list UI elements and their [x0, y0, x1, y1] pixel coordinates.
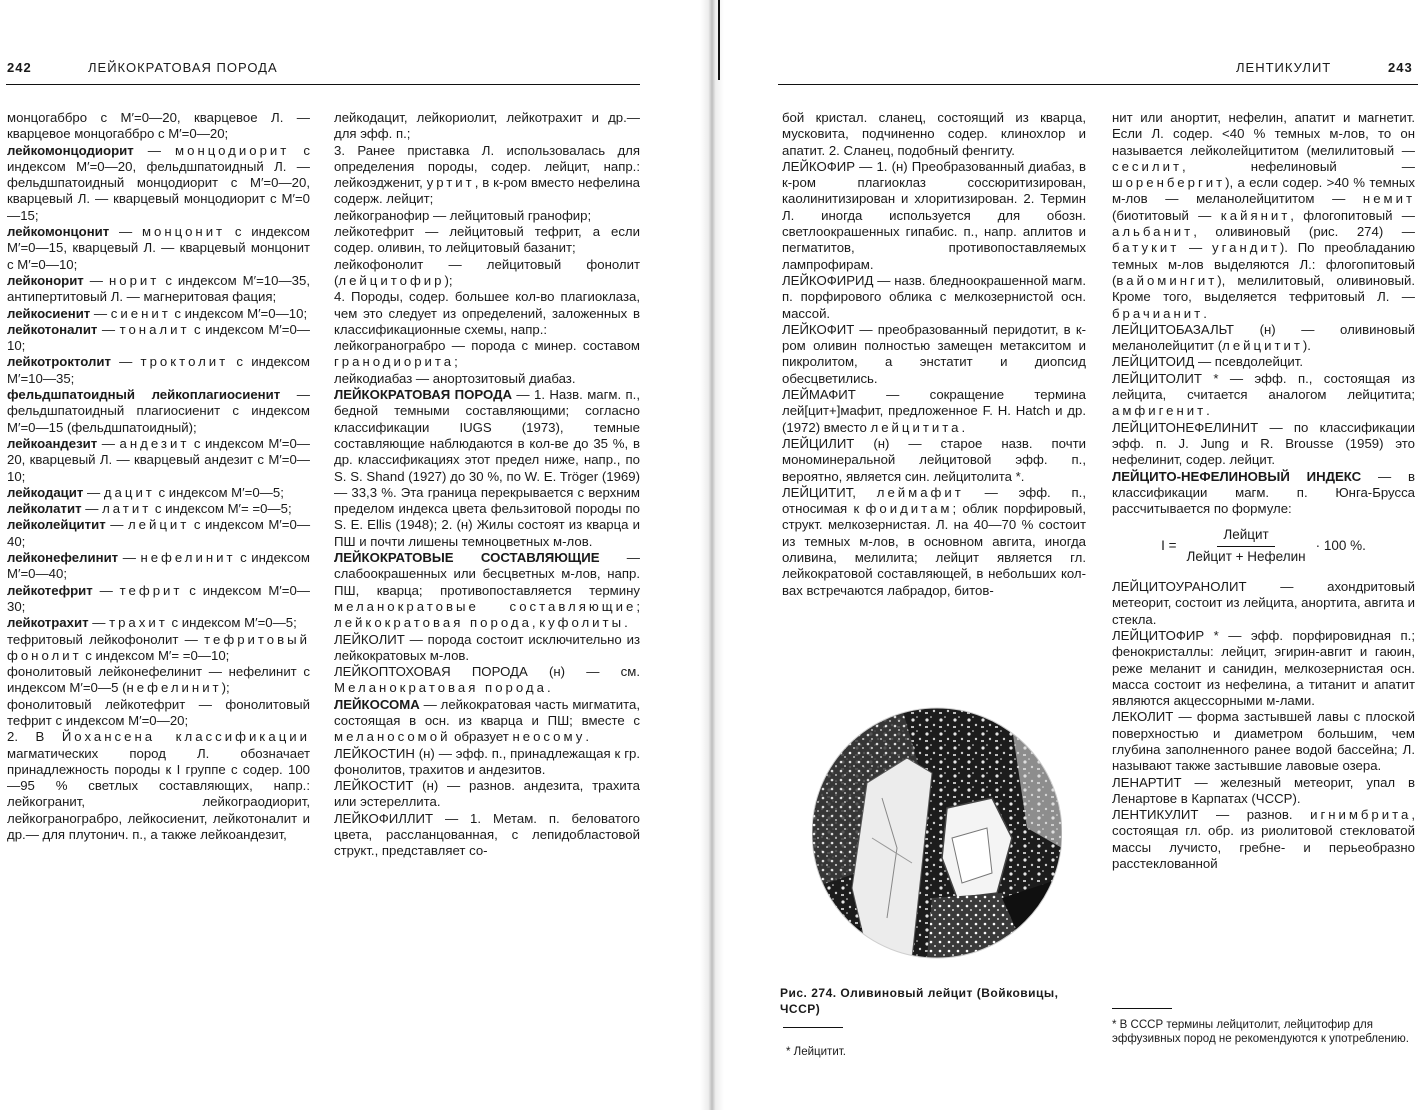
left-col1-entry: тефритовый лейкофонолит — тефритовый фонолит с индексом M′= =0—10; — [7, 631, 310, 663]
left-col1-entry: фельдшпатоидный лейкоплагиосиенит — фельдшпатоидный плагиосиенит с индексом M′=0—15 (фельдшпатоидный); — [7, 387, 310, 435]
leucite-nepheline-formula — [1112, 527, 1415, 565]
right-running-head: ЛЕНТИКУЛИТ — [1236, 60, 1332, 75]
micrograph-image — [812, 688, 1062, 983]
right-col2b-entry: ЛЕЙЦИТОФИР * — эфф. порфировидная п.; фенокристаллы: лейцит, эгирин-авгит и гаюин, реже меланит и санидин, мелкозернистая осн. масса состоит из нефелина, а титанит и апатит являются акцессорными м-лами. — [1112, 627, 1415, 709]
left-col1-entry: лейкотоналит — тоналит с индексом M′=0—10; — [7, 321, 310, 354]
left-col1-entry: фонолитовый лейкотефрит — фонолитовый тефрит с индексом M′=0—20; — [7, 696, 310, 728]
right-header-rule — [778, 84, 1418, 85]
formula-fraction — [1181, 527, 1312, 565]
left-col2-entry: лейкогранограбро — порода с минер. составом гранодиорита; — [334, 338, 640, 370]
left-col1-entry: лейкомонцонит — монцонит с индексом M′=0—15, кварцевый Л. — кварцевый монцонит с M′=0—10; — [7, 224, 310, 272]
left-col1-entry: лейкосиенит — сиенит с индексом M′=0—10; — [7, 305, 308, 321]
right-col2b-entry: ЛЕНТИКУЛИТ — разнов. игнимбрита, состоящая гл. обр. из риолитовой стекловатой массы лучисто, гребне- и перьеобразно расстеклованной — [1112, 807, 1415, 872]
right-col1-entry: ЛЕЙЦИЛИТ (н) — старое назв. почти мономинеральной лейцитовой эфф. п., вероятно, является син. лейцитолита *. — [782, 435, 1086, 484]
figure-274-micrograph — [812, 688, 1062, 983]
left-col2-entry: 4. Породы, содер. большее кол-во плагиоклаза, чем это следует из определений, заложенных в классификационные схемы, напр.: — [334, 289, 640, 337]
left-col1-entry: лейконорит — норит с индексом M′=10—35, антипертитовый Л. — магнеритовая фация; — [7, 272, 310, 305]
right-col2-entry: ЛЕЙЦИТОИД — псевдолейцит. — [1112, 354, 1304, 370]
left-col1-entry: лейкомонцодиорит — монцодиорит с индексом M′=0—20, фельдшпатоидный Л. — фельдшпатоидный монцодиорит с M′=0—20, кварцевый Л. — кварцевый монцодиорит с M′=0—15; — [7, 142, 310, 223]
left-page-number: 242 — [7, 60, 32, 75]
figure-caption: Рис. 274. Оливиновый лейцит (Войковицы, ЧССР) — [780, 986, 1059, 1016]
right-col2-entry: нит или анортит, нефелин, апатит и магнетит. Если Л. содер. <40 % темных м-лов, то он называется лейколейцититом (мелилитовый — сесилит, нефелиновый — шоренбергит), а если содер. >40 % темных м-лов — меланолейцититом — немит (биотитовый — кайянит, флогопитовый — альбанит, оливиновый (рис. 274) — батукит — угандит). По преобладанию темных м-лов выделяются Л.: флогопитовый (вайомингит), мелилитовый, оливиновый. Кроме того, выделяется тефритовый Л. — брачианит. — [1112, 110, 1415, 321]
left-col2-entry: ЛЕЙКОСТИН (н) — эфф. п., принадлежащая к гр. фонолитов, трахитов и андезитов. — [334, 745, 640, 777]
right-column-1 — [782, 110, 1086, 599]
left-running-head: ЛЕЙКОКРАТОВАЯ ПОРОДА — [88, 60, 278, 75]
right-col1-entry: ЛЕЙКОФИР — 1. (н) Преобразованный диабаз, в к-ром плагиоклаз соссюритизирован, каолинитизирован и хлоритизирован. 2. Термин Л. иногда используется для обозн. светлоокрашенных гипабис. п., напр. аплитов и пегматитов, противопоставляемых лампрофирам. — [782, 158, 1086, 272]
left-col1-entry: лейкодацит — дацит с индексом M′=0—5; — [7, 484, 284, 500]
right-column-2-top — [1112, 110, 1415, 517]
left-header-rule — [6, 84, 640, 85]
left-col2-entry: ЛЕЙКОСТИТ (н) — разнов. андезита, трахита или эстереллита. — [334, 778, 640, 810]
left-col1-entry: 2. В Йохансена классификации магматических пород Л. обозначает принадлежность породы к I группе с содер. 100—95 % светлых составляющих, напр.: лейкогранит, лейкограодиорит, лейкогранограбро, лейкосиенит, лейкотоналит и др.— для плутонич. п., а также лейкоандезит, — [7, 729, 310, 843]
right-page-number: 243 — [1388, 60, 1413, 75]
right-col2b-entry: ЛЕКОЛИТ — форма застывшей лавы с плоской поверхностью и диаметром большим, чем глубина заполненного ранее водой бассейна; Л. называют также застывшие лавовые озера. — [1112, 709, 1415, 774]
left-col1-entry: лейколатит — латит с индексом M′= =0—5; — [7, 501, 292, 517]
formula-rhs: · 100 %. — [1315, 538, 1366, 554]
left-column-1 — [7, 110, 310, 843]
left-col2-entry: лейкодиабаз — анортозитовый диабаз. — [334, 370, 576, 386]
left-col1-entry: лейконефелинит — нефелинит с индексом M′=0—40; — [7, 550, 310, 582]
left-col2-entry: 3. Ранее приставка Л. использовалась для определения породы, содер. лейцит, напр.: лейкоэдженит, уртит, в к-ром вместо нефелина содерж. лейцит; — [334, 142, 641, 207]
left-col2-entry: ЛЕЙКОПТОХОВАЯ ПОРОДА (н) — см. Меланократовая порода. — [334, 664, 640, 696]
right-col1-entry: ЛЕЙМАФИТ — сокращение термина лей[цит+]мафит, предложенное F. H. Hatch и др. (1972) вместо лейцитита. — [782, 387, 1086, 435]
left-col1-entry: лейкоандезит — андезит с индексом M′=0—20, кварцевый Л. — кварцевый андезит с M′=0—10; — [7, 435, 310, 484]
right-col1-entry: ЛЕЙКОФИРИД — назв. бледноокрашенной магм. п. порфирового облика с мелкозернистой осн. массой. — [782, 272, 1086, 321]
right-col2-entry: ЛЕЙЦИТО-НЕФЕЛИНОВЫЙ ИНДЕКС — в классификации магм. п. Юнга-Брусса рассчитывается по формуле: — [1112, 468, 1415, 517]
left-col2-entry: ЛЕЙКОСОМА — лейкократовая часть мигматита, состоящая в осн. из кварца и ПШ; вместе с меланосомой образует неосому. — [334, 696, 640, 745]
formula-lhs: I = — [1161, 538, 1177, 554]
right-col2-entry: ЛЕЙЦИТОЛИТ * — эфф. п., состоящая из лейцита, считается аналогом лейцитита; амфигенит. — [1112, 370, 1415, 419]
right-col2b-entry: ЛЕНАРТИТ — железный метеорит, упал в Ленартове в Карпатах (ЧССР). — [1112, 774, 1415, 806]
left-col1-entry: монцогаббро с M′=0—20, кварцевое Л. — кварцевое монцогаббро с M′=0—20; — [7, 110, 310, 142]
left-col2-entry: лейкогранофир — лейцитовый гранофир; — [334, 207, 592, 223]
right-column-2-bottom — [1112, 579, 1415, 872]
left-col2-entry: ЛЕЙКОЛИТ — порода состоит исключительно из лейкократовых м-лов. — [334, 631, 640, 663]
footnote-rule-2 — [1112, 1008, 1172, 1009]
footnote-col2: * В СССР термины лейцитолит, лейцитофир для эффузивных пород не рекомендуются к употреблению. — [1112, 1019, 1409, 1045]
formula-numerator: Лейцит — [1217, 527, 1274, 546]
left-col1-entry: лейкотефрит — тефрит с индексом M′=0—30; — [7, 582, 310, 614]
left-col1-entry: лейкотрахит — трахит с индексом M′=0—5; — [7, 615, 297, 631]
right-col1-entry: ЛЕЙКОФИТ — преобразованный перидотит, в к-ром оливин полностью замещен метакситом и пикролитом, а энстатит и диопсид обесцветились. — [782, 321, 1086, 386]
left-col2-entry: лейкодацит, лейкориолит, лейкотрахит и др.— для эфф. п.; — [334, 110, 640, 142]
right-col1-entry: ЛЕЙЦИТИТ, леймафит — эфф. п., относимая к фоидитам; облик порфировый, структ. мелкозернистая. Л. на 40—70 % состоит из темных м-лов, в основном авгита, иногда оливина, мелилита; лейцит является гл. лейкократовой составляющей, в небольших кол-вах встречаются лабрадор, битов- — [782, 484, 1086, 598]
right-col2-entry: ЛЕЙЦИТОНЕФЕЛИНИТ — по классификации эфф. п. J. Jung и R. Brousse (1959) это нефелинит, содер. лейцит. — [1112, 419, 1415, 468]
left-col1-entry: фонолитовый лейконефелинит — нефелинит с индексом M′=0—5 (нефелинит); — [7, 664, 310, 696]
left-column-2 — [334, 110, 640, 860]
formula-denominator: Лейцит + Нефелин — [1186, 548, 1306, 564]
left-col2-entry: лейкотефрит — лейцитовый тефрит, а если содер. оливин, то лейцитовый базанит; — [334, 224, 640, 256]
right-col1-entry: бой кристал. сланец, состоящий из кварца, мусковита, подчиненно содер. клинохлор и апатит. 2. Сланец, подобный фенгиту. — [782, 110, 1086, 158]
footnote-rule-1 — [783, 1027, 843, 1028]
footnote-col1: * Лейцитит. — [786, 1046, 846, 1058]
right-col2b-entry: ЛЕЙЦИТОУРАНОЛИТ — ахондритовый метеорит, состоит из лейцита, анортита, авгита и стекла. — [1112, 579, 1415, 627]
left-col2-entry: ЛЕЙКОФИЛЛИТ — 1. Метам. п. беловатого цвета, рассланцованная, с лепидобластовой структ., представляет со- — [334, 810, 640, 859]
right-col2-entry: ЛЕЙЦИТОБАЗАЛЬТ (н) — оливиновый меланолейцитит (лейцитит). — [1112, 321, 1415, 354]
left-col2-entry: ЛЕЙКОКРАТОВЫЕ СОСТАВЛЯЮЩИЕ — слабоокрашенных или бесцветных м-лов, напр. ПШ, кварца; противопоставляется термину меланократовые составляющие; лейкократовая порода, куфолиты. — [334, 550, 640, 631]
left-col1-entry: лейкотроктолит — троктолит с индексом M′=10—35; — [7, 354, 310, 386]
left-col1-entry: лейколейцитит — лейцит с индексом M′=0—40; — [7, 517, 311, 549]
right-column-2 — [1112, 110, 1415, 872]
left-col2-entry: ЛЕЙКОКРАТОВАЯ ПОРОДА — 1. Назв. магм. п., бедной темными составляющими; согласно классификации IUGS (1973), темные составляющие наблюдаются в кол-ве до 35 %, в др. классификациях этот предел ниже, напр., по S. S. Shand (1927) до 30 %, по W. E. Tröger (1969) — 33,3 %. Эта граница перекрывается с верхним пределом индекса цвета фельзитовой породы по S. E. Ellis (1948); 2. (н) Жилы состоят из кварца и ПШ и почти лишены темноцветных м-лов. — [334, 387, 640, 549]
left-col2-entry: лейкофонолит — лейцитовый фонолит (лейцитофир); — [334, 256, 640, 288]
